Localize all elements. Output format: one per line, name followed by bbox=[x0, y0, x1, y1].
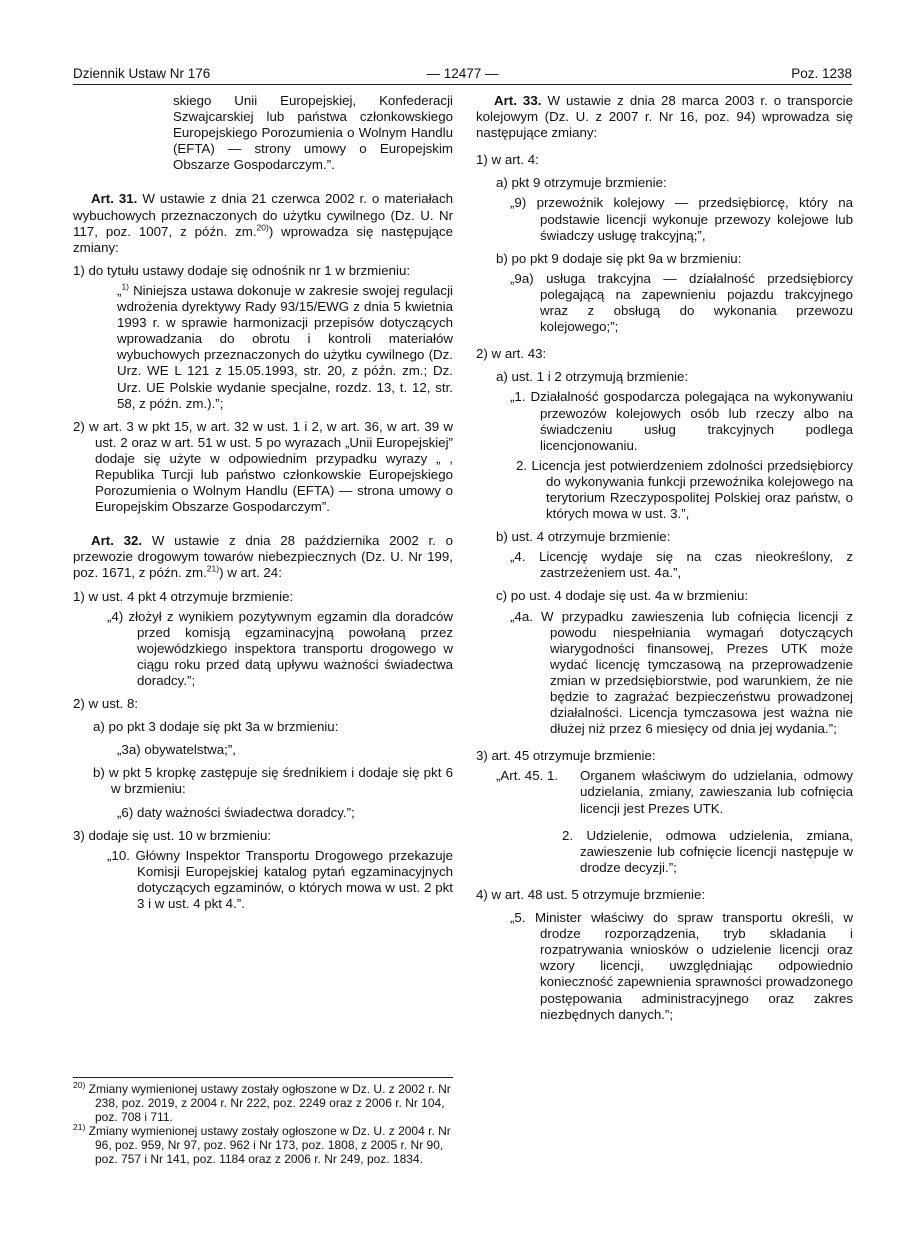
footnote-21: $^{21)}$ Zmiany wymienionej ustawy zostały ogłoszone w Dz. U. z 2004 r. Nr 96, poz. 959, Nr 97, poz. 962 i Nr 173, poz. 1808, z 2005 r. Nr 90, poz. 757 i Nr 141, poz. 1184 oraz z 2006 r. Nr 249, poz. 1834. bbox=[73, 1122, 451, 1166]
article-32-point-1: 1) w ust. 4 pkt 4 otrzymuje brzmienie: bbox=[73, 588, 294, 604]
article-33-point-1b-quote: „9a) usługa trakcyjna — działalność przedsiębiorcy polegającą na zapewnieniu pojazdu trakcyjnego wraz z obsługą do wykonania przewozu kolejowego;”; bbox=[510, 270, 853, 335]
article-33-label: Art. 33. bbox=[494, 93, 542, 108]
article-31-point-1: 1) do tytułu ustawy dodaje się odnośnik nr 1 w brzmieniu: bbox=[73, 262, 411, 278]
right-column bbox=[476, 93, 853, 1023]
article-33-point-1: 1) w art. 4: bbox=[476, 152, 539, 168]
article-33-point-2a-quote-2: 2. Licencja jest potwierdzeniem zdolności przedsiębiorcy do wykonywania funkcji przewoźnika kolejowego na terytorium Rzeczypospolitej Polskiej oraz państw, o których mowa w ust. 3.”, bbox=[516, 457, 853, 522]
article-32-point-1-quote: „4) złożył z wynikiem pozytywnym egzamin dla doradców przed komisją egzaminacyjną powołaną przez wojewódzkiego inspektora transportu drogowego w ciągu roku przed datą upływu ważności świadectwa doradcy.”; bbox=[107, 608, 453, 688]
article-45-quote: „Art. 45. 1. Organem właściwym do udzielania, odmowy udzielania, zmiany, zawieszania lub cofnięcia licencji jest Prezes UTK. bbox=[496, 768, 853, 816]
article-32-point-2a-quote: „3a) obywatelstwa;”, bbox=[117, 742, 236, 758]
article-33-point-2c-quote: „4a. W przypadku zawieszenia lub cofnięcia licencji z powodu niespełniania wymagań dotyczących wiarygodności finansowej, Prezes UTK może wydać licencję tymczasową na przeprowadzenie zmian w przedsiębiorstwie, pod warunkiem, że nie będzie to zagrażać bezpieczeństwu prowadzonej działalności. Licencja tymczasowa jest ważna nie dłużej niż przez 6 miesięcy od dnia jej wydania.”; bbox=[510, 608, 853, 737]
journal-title: Dziennik Ustaw Nr 176 bbox=[73, 66, 211, 81]
left-column bbox=[73, 93, 453, 912]
article-32-point-2: 2) w ust. 8: bbox=[73, 696, 139, 712]
article-33-point-4: 4) w art. 48 ust. 5 otrzymuje brzmienie: bbox=[476, 886, 706, 902]
position-number: Poz. 1238 bbox=[791, 66, 852, 81]
article-32-point-2b-quote: „6) daty ważności świadectwa doradcy.”; bbox=[117, 804, 355, 820]
article-33-point-4-quote: „5. Minister właściwy do spraw transportu określi, w drodze rozporządzenia, tryb składania i rozpatrywania wniosków o udzielenie licencji oraz wzory licencji, uwzględniając odpowiednio konieczność zapewnienia sprawności prowadzonego postępowania administracyjnego oraz zakres niezbędnych danych.”; bbox=[510, 910, 853, 1022]
article-31-point-2: 2) w art. 3 w pkt 15, w art. 32 w ust. 1 i 2, w art. 36, w art. 39 w ust. 2 oraz w art. 51 w ust. 5 po wyrazach „Unii Europejskiej” dodaje się użyte w odpowiednim przypadku wyrazy „ , Republika Turcji lub państwo członkowskie Europejskiego Porozumienia o Wolnym Handlu (EFTA) — strona umowy o Europejskim Obszarze Gospodarczym”. bbox=[73, 418, 453, 515]
article-33-point-3: 3) art. 45 otrzymuje brzmienie: bbox=[476, 748, 656, 764]
article-32-point-2b: b) w pkt 5 kropkę zastępuje się średnikiem i dodaje się pkt 6 w brzmieniu: bbox=[93, 765, 453, 797]
article-32-intro: Art. 32. W ustawie z dnia 28 października 2002 r. o przewozie drogowym towarów niebezpiecznych (Dz. U. Nr 199, poz. 1671, z późn. zm.$^{21)}$) w art. 24: bbox=[73, 533, 453, 581]
article-33-point-2a-quote-1: „1. Działalność gospodarcza polegająca na wykonywaniu przewozów kolejowych osób lub rzeczy albo na świadczeniu usług trakcyjnych podlega licencjonowaniu. bbox=[510, 389, 853, 453]
article-45-label: „Art. 45. 1. bbox=[496, 768, 559, 784]
page-number: — 12477 — bbox=[426, 66, 499, 81]
article-31-intro: Art. 31. W ustawie z dnia 21 czerwca 2002 r. o materiałach wybuchowych przeznaczonych do użytku cywilnego (Dz. U. Nr 117, poz. 1007, z późn. zm.$^{20)}$) wprowadza się następujące zmiany: bbox=[73, 191, 453, 255]
article-33-point-2b: b) ust. 4 otrzymuje brzmienie: bbox=[496, 529, 671, 545]
article-33-point-2b-quote: „4. Licencję wydaje się na czas nieokreślony, z zastrzeżeniem ust. 4a.”, bbox=[510, 549, 853, 581]
article-45-quote-2: 2. Udzielenie, odmowa udzielenia, zmiana, zawieszenie lub cofnięcie licencji następuje w drodze decyzji.”; bbox=[562, 827, 853, 875]
footnote-ref-20: 20) bbox=[256, 222, 269, 233]
article-33-point-2c: c) po ust. 4 dodaje się ust. 4a w brzmieniu: bbox=[496, 588, 749, 604]
article-31-label: Art. 31. bbox=[91, 191, 138, 207]
article-33-point-2a: a) ust. 1 i 2 otrzymują brzmienie: bbox=[496, 369, 689, 385]
article-31-point-1-quote: „$^{1)}$ Niniejsza ustawa dokonuje w zakresie swojej regulacji wdrożenia dyrektywy Rady 93/15/EWG z dnia 5 kwietnia 1993 r. w sprawie harmonizacji przepisów dotyczących wprowadzania do obrotu i kontroli materiałów wybuchowych przeznaczonych do użytku cywilnego (Dz. Urz. WE L 121 z 15.05.1993, str. 20, z późn. zm.; Dz. Urz. UE Polskie wydanie specjalne, rozdz. 13, t. 12, str. 58, z późn. zm.).”; bbox=[117, 281, 453, 411]
article-33-point-1a-quote: „9) przewoźnik kolejowy — przedsiębiorcę, który na podstawie licencji wykonuje przewozy kolejowe lub świadczy usługę trakcyjną;”, bbox=[510, 195, 853, 243]
footnotes bbox=[73, 1077, 453, 1166]
article-32-point-2a: a) po pkt 3 dodaje się pkt 3a w brzmieniu: bbox=[93, 719, 339, 735]
article-32-label: Art. 32. bbox=[91, 533, 143, 549]
page-header bbox=[73, 66, 852, 85]
article-33-intro: Art. 33. W ustawie z dnia 28 marca 2003 r. o transporcie kolejowym (Dz. U. z 2007 r. Nr 16, poz. 94) wprowadza się następujące zmiany: bbox=[476, 93, 853, 141]
footnote-20: $^{20)}$ Zmiany wymienionej ustawy zostały ogłoszone w Dz. U. z 2002 r. Nr 238, poz. 2019, z 2004 r. Nr 222, poz. 2249 oraz z 2006 r. Nr 104, poz. 708 i 711. bbox=[73, 1080, 451, 1124]
article-32-point-3-quote: „10. Główny Inspektor Transportu Drogowego przekazuje Komisji Europejskiej katalog pytań egzaminacyjnych dotyczących egzaminów, o których mowa w ust. 2 pkt 3 i w ust. 4 pkt 4.”. bbox=[107, 847, 453, 912]
article-33-point-1a: a) pkt 9 otrzymuje brzmienie: bbox=[496, 175, 667, 191]
article-32-point-3: 3) dodaje się ust. 10 w brzmieniu: bbox=[73, 827, 272, 843]
article-33-point-2: 2) w art. 43: bbox=[476, 346, 547, 362]
article-33-point-1b: b) po pkt 9 dodaje się pkt 9a w brzmieniu: bbox=[496, 250, 742, 266]
continued-quote: skiego Unii Europejskiej, Konfederacji Szwajcarskiej lub państwa członkowskiego Europejskiego Porozumienia o Wolnym Handlu (EFTA) — strony umowy o Europejskim Obszarze Gospodarczym.”. bbox=[173, 93, 453, 173]
footnote-ref-21: 21) bbox=[206, 564, 220, 575]
